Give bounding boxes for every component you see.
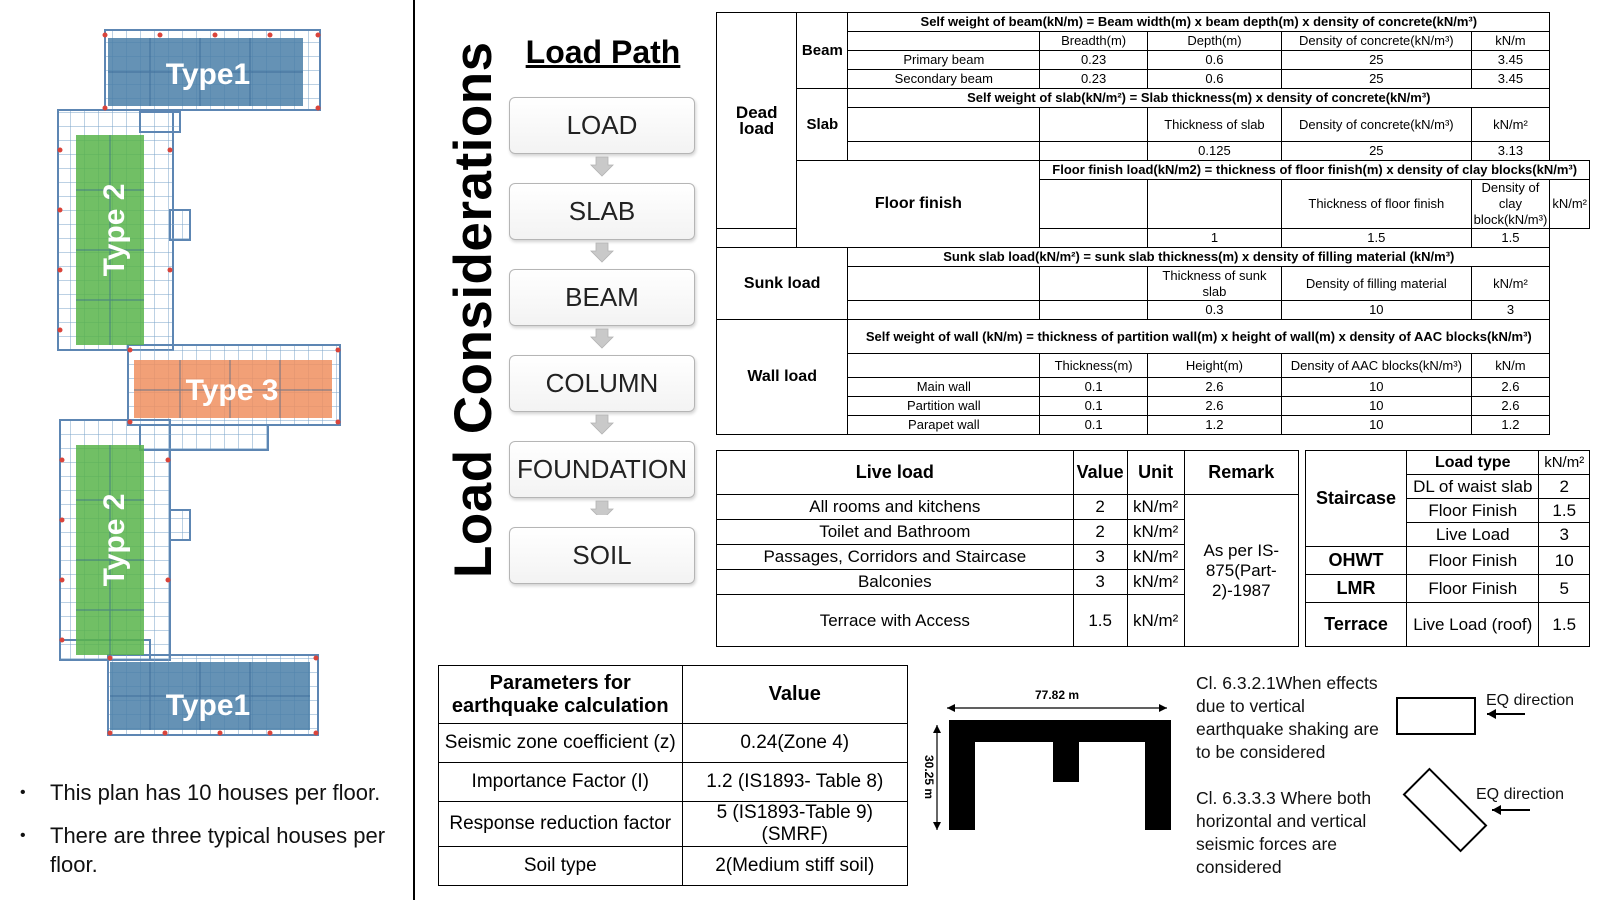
bullet-icon: •: [20, 784, 26, 801]
sunk-thickness: 0.3: [1147, 301, 1281, 320]
dead-load-table: [716, 12, 1590, 435]
main-wall-density: 10: [1282, 378, 1472, 397]
live-row-value: 2: [1073, 495, 1127, 520]
down-arrow-icon: [591, 329, 613, 348]
sunk-blank-cell: [848, 267, 1040, 301]
down-arrow-icon: [591, 157, 613, 176]
main-wall-load: 2.6: [1471, 378, 1550, 397]
special-row-value: 1.5: [1539, 499, 1590, 523]
special-row-label: Live Load (roof): [1407, 603, 1539, 647]
eq-param-value: 2(Medium stiff soil): [682, 847, 908, 886]
load-type-header: Load type: [1407, 451, 1539, 475]
plan-label-type1-bottom: Type1: [165, 689, 251, 722]
special-unit-header: kN/m²: [1539, 451, 1590, 475]
eq-param-value: 0.24(Zone 4): [682, 724, 908, 763]
secondary-beam-breadth: 0.23: [1040, 70, 1148, 89]
live-row-unit: kN/m²: [1127, 595, 1184, 647]
eq-parameter-header: Parameters for earthquake calculation: [439, 666, 683, 724]
live-row-value: 2: [1073, 520, 1127, 545]
slab-label: Slab: [797, 89, 848, 161]
eq-param-label: Seismic zone coefficient (z): [439, 724, 683, 763]
parapet-wall-density: 10: [1282, 416, 1472, 435]
rotated-plan-icon: [1404, 769, 1486, 851]
secondary-beam-depth: 0.6: [1147, 70, 1281, 89]
beam-header-blank: [848, 32, 1040, 51]
primary-beam-breadth: 0.23: [1040, 51, 1148, 70]
sunk-header-thickness: Thickness of sunk slab: [1147, 267, 1281, 301]
down-arrow-icon: [591, 415, 613, 434]
partition-wall-load: 2.6: [1471, 397, 1550, 416]
primary-beam-label: Primary beam: [848, 51, 1040, 70]
wall-header-height: Height(m): [1147, 354, 1281, 378]
slab-blank-cell: [848, 108, 1040, 142]
plan-label-type2-upper: Type 2: [98, 183, 131, 277]
floor-finish-header-unit: kN/m²: [1550, 180, 1590, 229]
sunk-load-formula: Sunk slab load(kN/m²) = sunk slab thickness(m) x density of filling material (kN/m³): [848, 248, 1550, 267]
page-title: Load Considerations: [444, 41, 503, 578]
eq-direction-label-2: EQ direction: [1476, 786, 1565, 803]
partition-wall-density: 10: [1282, 397, 1472, 416]
rectangle-plan-icon: [1397, 698, 1475, 734]
floor-finish-blank-cell: [1147, 180, 1281, 229]
beam-label: Beam: [797, 13, 848, 89]
plan-label-type3: Type 3: [185, 374, 279, 407]
building-width-label: 77.82 m: [1034, 688, 1080, 702]
wall-header-unit: kN/m: [1471, 354, 1550, 378]
primary-beam-density: 25: [1282, 51, 1472, 70]
live-load-header: Live load: [717, 451, 1074, 495]
secondary-beam-density: 25: [1282, 70, 1472, 89]
floor-finish-thickness: 1: [1147, 229, 1281, 248]
eq-param-value: 5 (IS1893-Table 9) (SMRF): [682, 802, 908, 847]
live-row-label: All rooms and kitchens: [717, 495, 1074, 520]
building-depth-label: 30.25 m: [922, 754, 936, 800]
staircase-label: Staircase: [1306, 451, 1407, 547]
parapet-wall-height: 1.2: [1147, 416, 1281, 435]
sunk-load: 3: [1471, 301, 1550, 320]
floor-finish-load: 1.5: [1471, 229, 1550, 248]
live-row-label: Balconies: [717, 570, 1074, 595]
special-row-label: Live Load: [1407, 523, 1539, 547]
beam-header-breadth: Breadth(m): [1040, 32, 1148, 51]
live-row-unit: kN/m²: [1127, 495, 1184, 520]
load-path-step-column: COLUMN: [509, 355, 695, 412]
ohwt-label: OHWT: [1306, 547, 1407, 575]
eq-param-label: Soil type: [439, 847, 683, 886]
parapet-wall-label: Parapet wall: [848, 416, 1040, 435]
bullet-icon: •: [20, 827, 26, 844]
dead-load-label: Dead load: [717, 13, 797, 229]
eq-direction-label-1: EQ direction: [1486, 692, 1575, 709]
main-wall-height: 2.6: [1147, 378, 1281, 397]
sunk-header-density: Density of filling material: [1282, 267, 1472, 301]
special-row-value: 1.5: [1539, 603, 1590, 647]
sunk-density: 10: [1282, 301, 1472, 320]
sunk-header-unit: kN/m²: [1471, 267, 1550, 301]
sunk-load-label: Sunk load: [717, 248, 848, 320]
eq-param-label: Response reduction factor: [439, 802, 683, 847]
special-row-label: Floor Finish: [1407, 547, 1539, 575]
floor-finish-header-density: Density of clay block(kN/m³): [1471, 180, 1550, 229]
earthquake-parameters-table: [438, 665, 908, 886]
floor-finish-label: Floor finish: [797, 161, 1040, 248]
remark-header: Remark: [1184, 451, 1298, 495]
special-row-label: DL of waist slab: [1407, 475, 1539, 499]
building-outline-diagram: [915, 680, 1175, 840]
live-row-value: 1.5: [1073, 595, 1127, 647]
load-path-step-soil: SOIL: [509, 527, 695, 584]
floor-plan: [0, 0, 410, 750]
slab-formula: Self weight of slab(kN/m²) = Slab thickness(m) x density of concrete(kN/m³): [848, 89, 1550, 108]
wall-blank-cell: [848, 354, 1040, 378]
clause-vertical-shaking: Cl. 6.3.2.1When effects due to vertical earthquake shaking are to be considered: [1196, 673, 1379, 762]
load-path-arrows: [590, 155, 614, 515]
beam-header-unit: kN/m: [1471, 32, 1550, 51]
live-row-label: Terrace with Access: [717, 595, 1074, 647]
eq-param-label: Importance Factor (I): [439, 763, 683, 802]
live-row-label: Toilet and Bathroom: [717, 520, 1074, 545]
beam-header-density: Density of concrete(kN/m³): [1282, 32, 1472, 51]
floor-finish-blank-cell: [1040, 229, 1148, 248]
parapet-wall-thickness: 0.1: [1040, 416, 1148, 435]
terrace-label: Terrace: [1306, 603, 1407, 647]
unit-header: Unit: [1127, 451, 1184, 495]
slab-blank-cell: [1040, 108, 1148, 142]
primary-beam-depth: 0.6: [1147, 51, 1281, 70]
parapet-wall-load: 1.2: [1471, 416, 1550, 435]
lmr-label: LMR: [1306, 575, 1407, 603]
floor-finish-blank-cell: [1040, 180, 1148, 229]
live-row-label: Passages, Corridors and Staircase: [717, 545, 1074, 570]
primary-beam-load: 3.45: [1471, 51, 1550, 70]
secondary-beam-load: 3.45: [1471, 70, 1550, 89]
sunk-blank-cell: [1040, 267, 1148, 301]
main-wall-thickness: 0.1: [1040, 378, 1148, 397]
live-load-table: [716, 450, 1299, 647]
special-row-value: 2: [1539, 475, 1590, 499]
wall-load-formula: Self weight of wall (kN/m) = thickness of partition wall(m) x height of wall(m) x density of AAC blocks(kN/m³): [848, 320, 1550, 354]
clause-horizontal-vertical: Cl. 6.3.3.3 Where both horizontal and vertical seismic forces are considered: [1196, 788, 1372, 877]
partition-wall-label: Partition wall: [848, 397, 1040, 416]
live-row-unit: kN/m²: [1127, 570, 1184, 595]
slab-header-unit: kN/m²: [1471, 108, 1550, 142]
slab-blank-cell: [1040, 142, 1148, 161]
beam-formula: Self weight of beam(kN/m) = Beam width(m) x beam depth(m) x density of concrete(kN/m³): [848, 13, 1550, 32]
value-header: Value: [1073, 451, 1127, 495]
slab-thickness: 0.125: [1147, 142, 1281, 161]
floor-finish-density: 1.5: [1282, 229, 1472, 248]
beam-header-depth: Depth(m): [1147, 32, 1281, 51]
slab-density: 25: [1282, 142, 1472, 161]
live-row-value: 3: [1073, 545, 1127, 570]
live-row-unit: kN/m²: [1127, 520, 1184, 545]
load-path-step-slab: SLAB: [509, 183, 695, 240]
special-row-value: 10: [1539, 547, 1590, 575]
slab-blank-cell: [848, 142, 1040, 161]
slab-header-density: Density of concrete(kN/m³): [1282, 108, 1472, 142]
live-remark: As per IS-875(Part-2)-1987: [1184, 495, 1298, 647]
eq-param-value: 1.2 (IS1893- Table 8): [682, 763, 908, 802]
load-path-step-load: LOAD: [509, 97, 695, 154]
down-arrow-icon: [591, 501, 613, 515]
down-arrow-icon: [591, 243, 613, 262]
sunk-blank-cell: [848, 301, 1040, 320]
floor-finish-header-thickness: Thickness of floor finish: [1282, 180, 1472, 229]
special-row-label: Floor Finish: [1407, 575, 1539, 603]
load-path-step-foundation: FOUNDATION: [509, 441, 695, 498]
wall-header-density: Density of AAC blocks(kN/m³): [1282, 354, 1472, 378]
eq-value-header: Value: [682, 666, 908, 724]
secondary-beam-label: Secondary beam: [848, 70, 1040, 89]
plan-label-type2-lower: Type 2: [98, 493, 131, 587]
slab-header-thickness: Thickness of slab: [1147, 108, 1281, 142]
partition-wall-thickness: 0.1: [1040, 397, 1148, 416]
eq-direction-diagrams: [1395, 682, 1595, 872]
sunk-blank-cell: [1040, 301, 1148, 320]
wall-load-label: Wall load: [717, 320, 848, 435]
building-footprint: [949, 720, 1171, 830]
load-path-step-beam: BEAM: [509, 269, 695, 326]
live-row-unit: kN/m²: [1127, 545, 1184, 570]
live-row-value: 3: [1073, 570, 1127, 595]
special-row-label: Floor Finish: [1407, 499, 1539, 523]
special-row-value: 5: [1539, 575, 1590, 603]
floor-finish-blank-cell: [717, 229, 797, 248]
special-row-value: 3: [1539, 523, 1590, 547]
wall-header-thickness: Thickness(m): [1040, 354, 1148, 378]
floor-finish-formula: Floor finish load(kN/m2) = thickness of floor finish(m) x density of clay blocks(kN/m³): [1040, 161, 1590, 180]
vertical-divider: [413, 0, 415, 900]
partition-wall-height: 2.6: [1147, 397, 1281, 416]
plan-label-type1-top: Type1: [165, 58, 251, 91]
main-wall-label: Main wall: [848, 378, 1040, 397]
special-loads-table: [1305, 450, 1590, 647]
slab-load: 3.13: [1471, 142, 1550, 161]
load-path-title: Load Path: [525, 34, 681, 70]
